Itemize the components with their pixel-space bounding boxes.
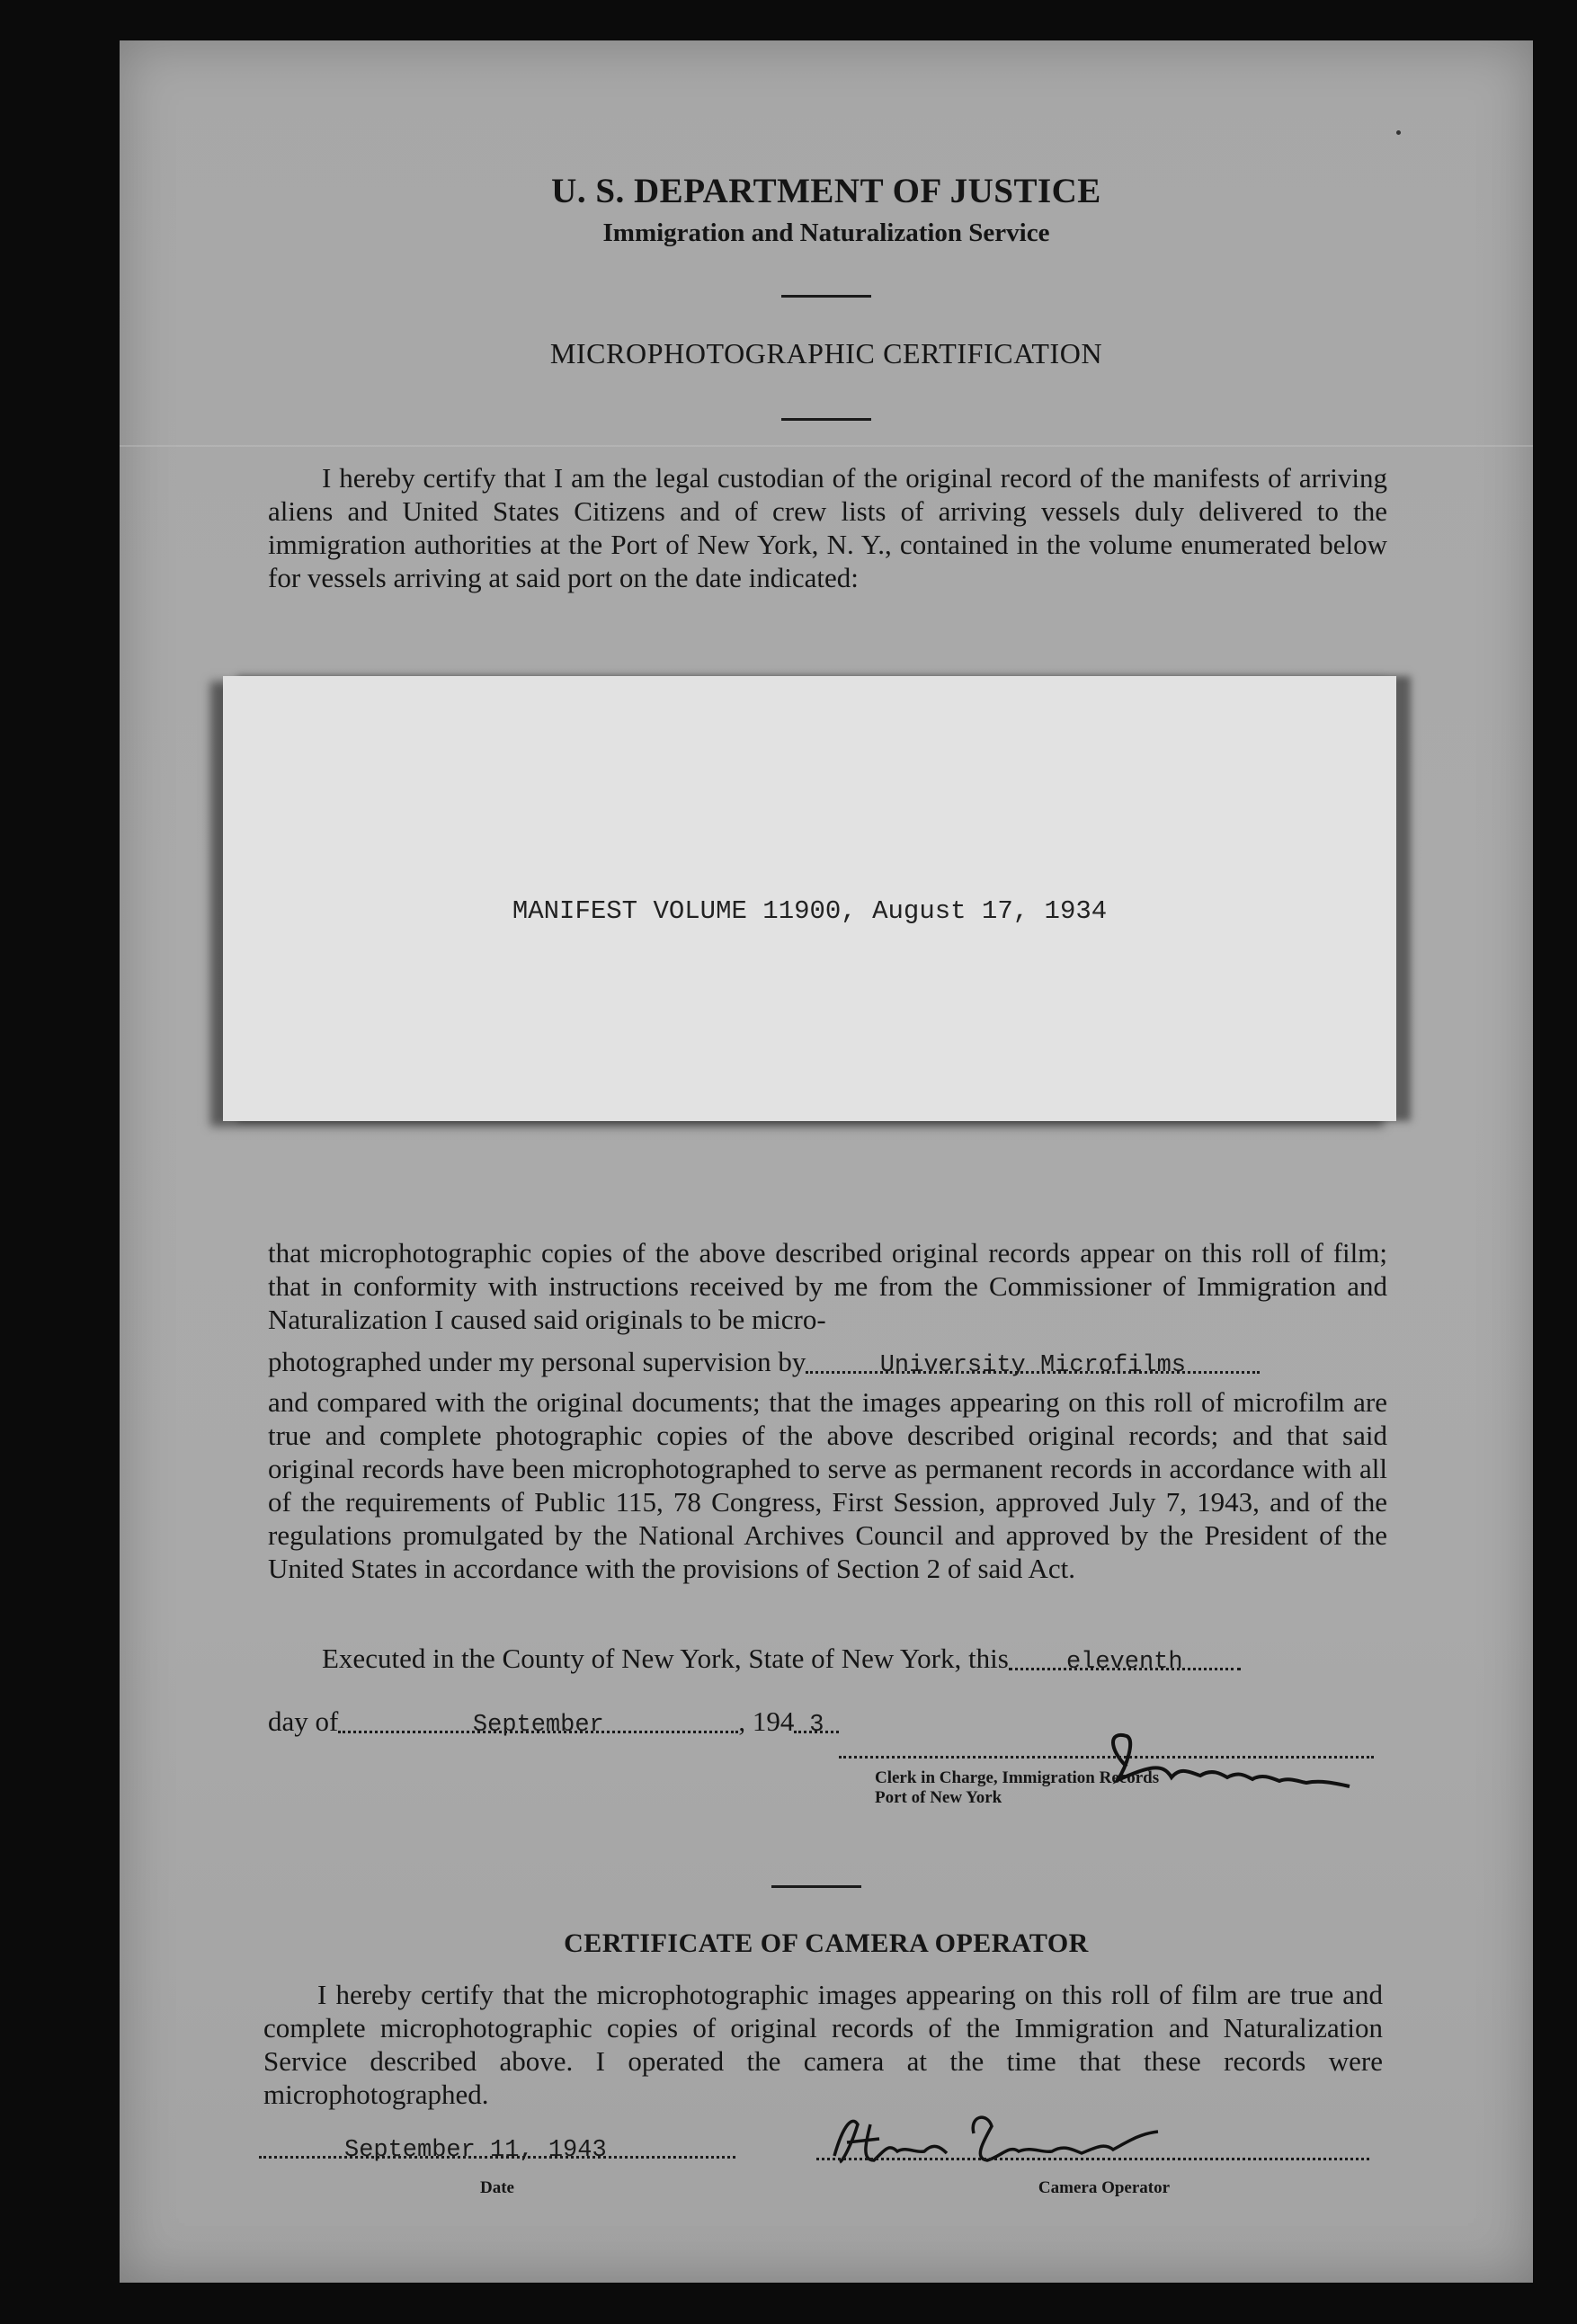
date-caption: Date [480, 2178, 514, 2197]
day-of-label: day of [268, 1705, 339, 1737]
camera-operator-paragraph [263, 1978, 1383, 2111]
operator-date-value: September 11, 1943 [344, 2137, 607, 2164]
day-value: eleventh [1065, 1649, 1183, 1676]
year-field [794, 1705, 839, 1739]
body-text-1: that microphotographic copies of the above described original records appear on this roll of film; that in conformity with instructions received by me from the Commissioner of Immigration and Naturalization I caused said originals to be micro- [268, 1237, 1387, 1335]
supervision-value: University Microfilms [879, 1352, 1186, 1379]
camera-operator-text: I hereby certify that the microphotographic images appearing on this roll of film are true and complete microphotographic copies of original records of the Immigration and Naturalization Service described above. I operated the camera at the time that these records were microphotographed. [263, 1979, 1383, 2110]
intro-paragraph [268, 461, 1387, 594]
clerk-title-line-2: Port of New York [875, 1788, 1002, 1807]
operator-date-field [259, 2131, 735, 2164]
day-field [1009, 1643, 1241, 1676]
year-value: 3 [809, 1712, 824, 1739]
divider-camera [771, 1885, 861, 1888]
year-prefix: , 194 [738, 1705, 795, 1737]
department-heading: U. S. DEPARTMENT OF JUSTICE [551, 172, 1101, 210]
operator-signature-line [816, 2158, 1369, 2160]
camera-operator-title: CERTIFICATE OF CAMERA OPERATOR [564, 1928, 1089, 1958]
month-field [338, 1705, 738, 1739]
operator-date-line [259, 2131, 735, 2163]
clerk-title-line-1: Clerk in Charge, Immigration Records [875, 1768, 1160, 1787]
intro-text: I hereby certify that I am the legal custodian of the original record of the manifests of arriving aliens and United States Citizens and of crew lists of arriving vessels duly delivered to the immigration authorities at the Port of New York, N. Y., contained in the volume enumerated below for vessels arriving at said port on the date indicated: [268, 462, 1387, 593]
divider-second [781, 418, 871, 421]
execution-line [322, 1643, 1241, 1675]
body-paragraph-2 [268, 1385, 1387, 1585]
month-value: September [472, 1712, 604, 1739]
manifest-volume-insert [223, 676, 1396, 1121]
service-subheading: Immigration and Naturalization Service [602, 218, 1050, 247]
divider-top [781, 295, 871, 298]
camera-operator-signature [816, 2106, 1194, 2178]
execution-label: Executed in the County of New York, State of New York, this [322, 1643, 1009, 1674]
body-paragraph-1 [268, 1236, 1387, 1336]
operator-caption: Camera Operator [1038, 2178, 1171, 2197]
supervision-field [806, 1346, 1260, 1379]
supervision-label: photographed under my personal supervision by [268, 1346, 806, 1377]
body-text-2: and compared with the original documents; that the images appearing on this roll of microfilm are true and complete photographic copies of the above described original records; and that said original records have been microphotographed to serve as permanent records in accordance with all of the requirements of Public 115, 78 Congress, First Session, approved July 7, 1943, and of the regulations promulgated by the National Archives Council and approved by the President of the United States in accordance with the provisions of Section 2 of said Act. [268, 1386, 1387, 1584]
supervision-line [268, 1346, 1260, 1378]
dust-speck [1396, 130, 1401, 135]
clerk-title [875, 1768, 1159, 1808]
certification-title: MICROPHOTOGRAPHIC CERTIFICATION [549, 337, 1103, 370]
clerk-signature-line [839, 1756, 1374, 1759]
paper-fold-line [120, 445, 1533, 447]
manifest-volume-text: MANIFEST VOLUME 11900, August 17, 1934 [512, 896, 1108, 926]
month-line [268, 1705, 839, 1738]
certificate-sheet [120, 40, 1533, 2283]
